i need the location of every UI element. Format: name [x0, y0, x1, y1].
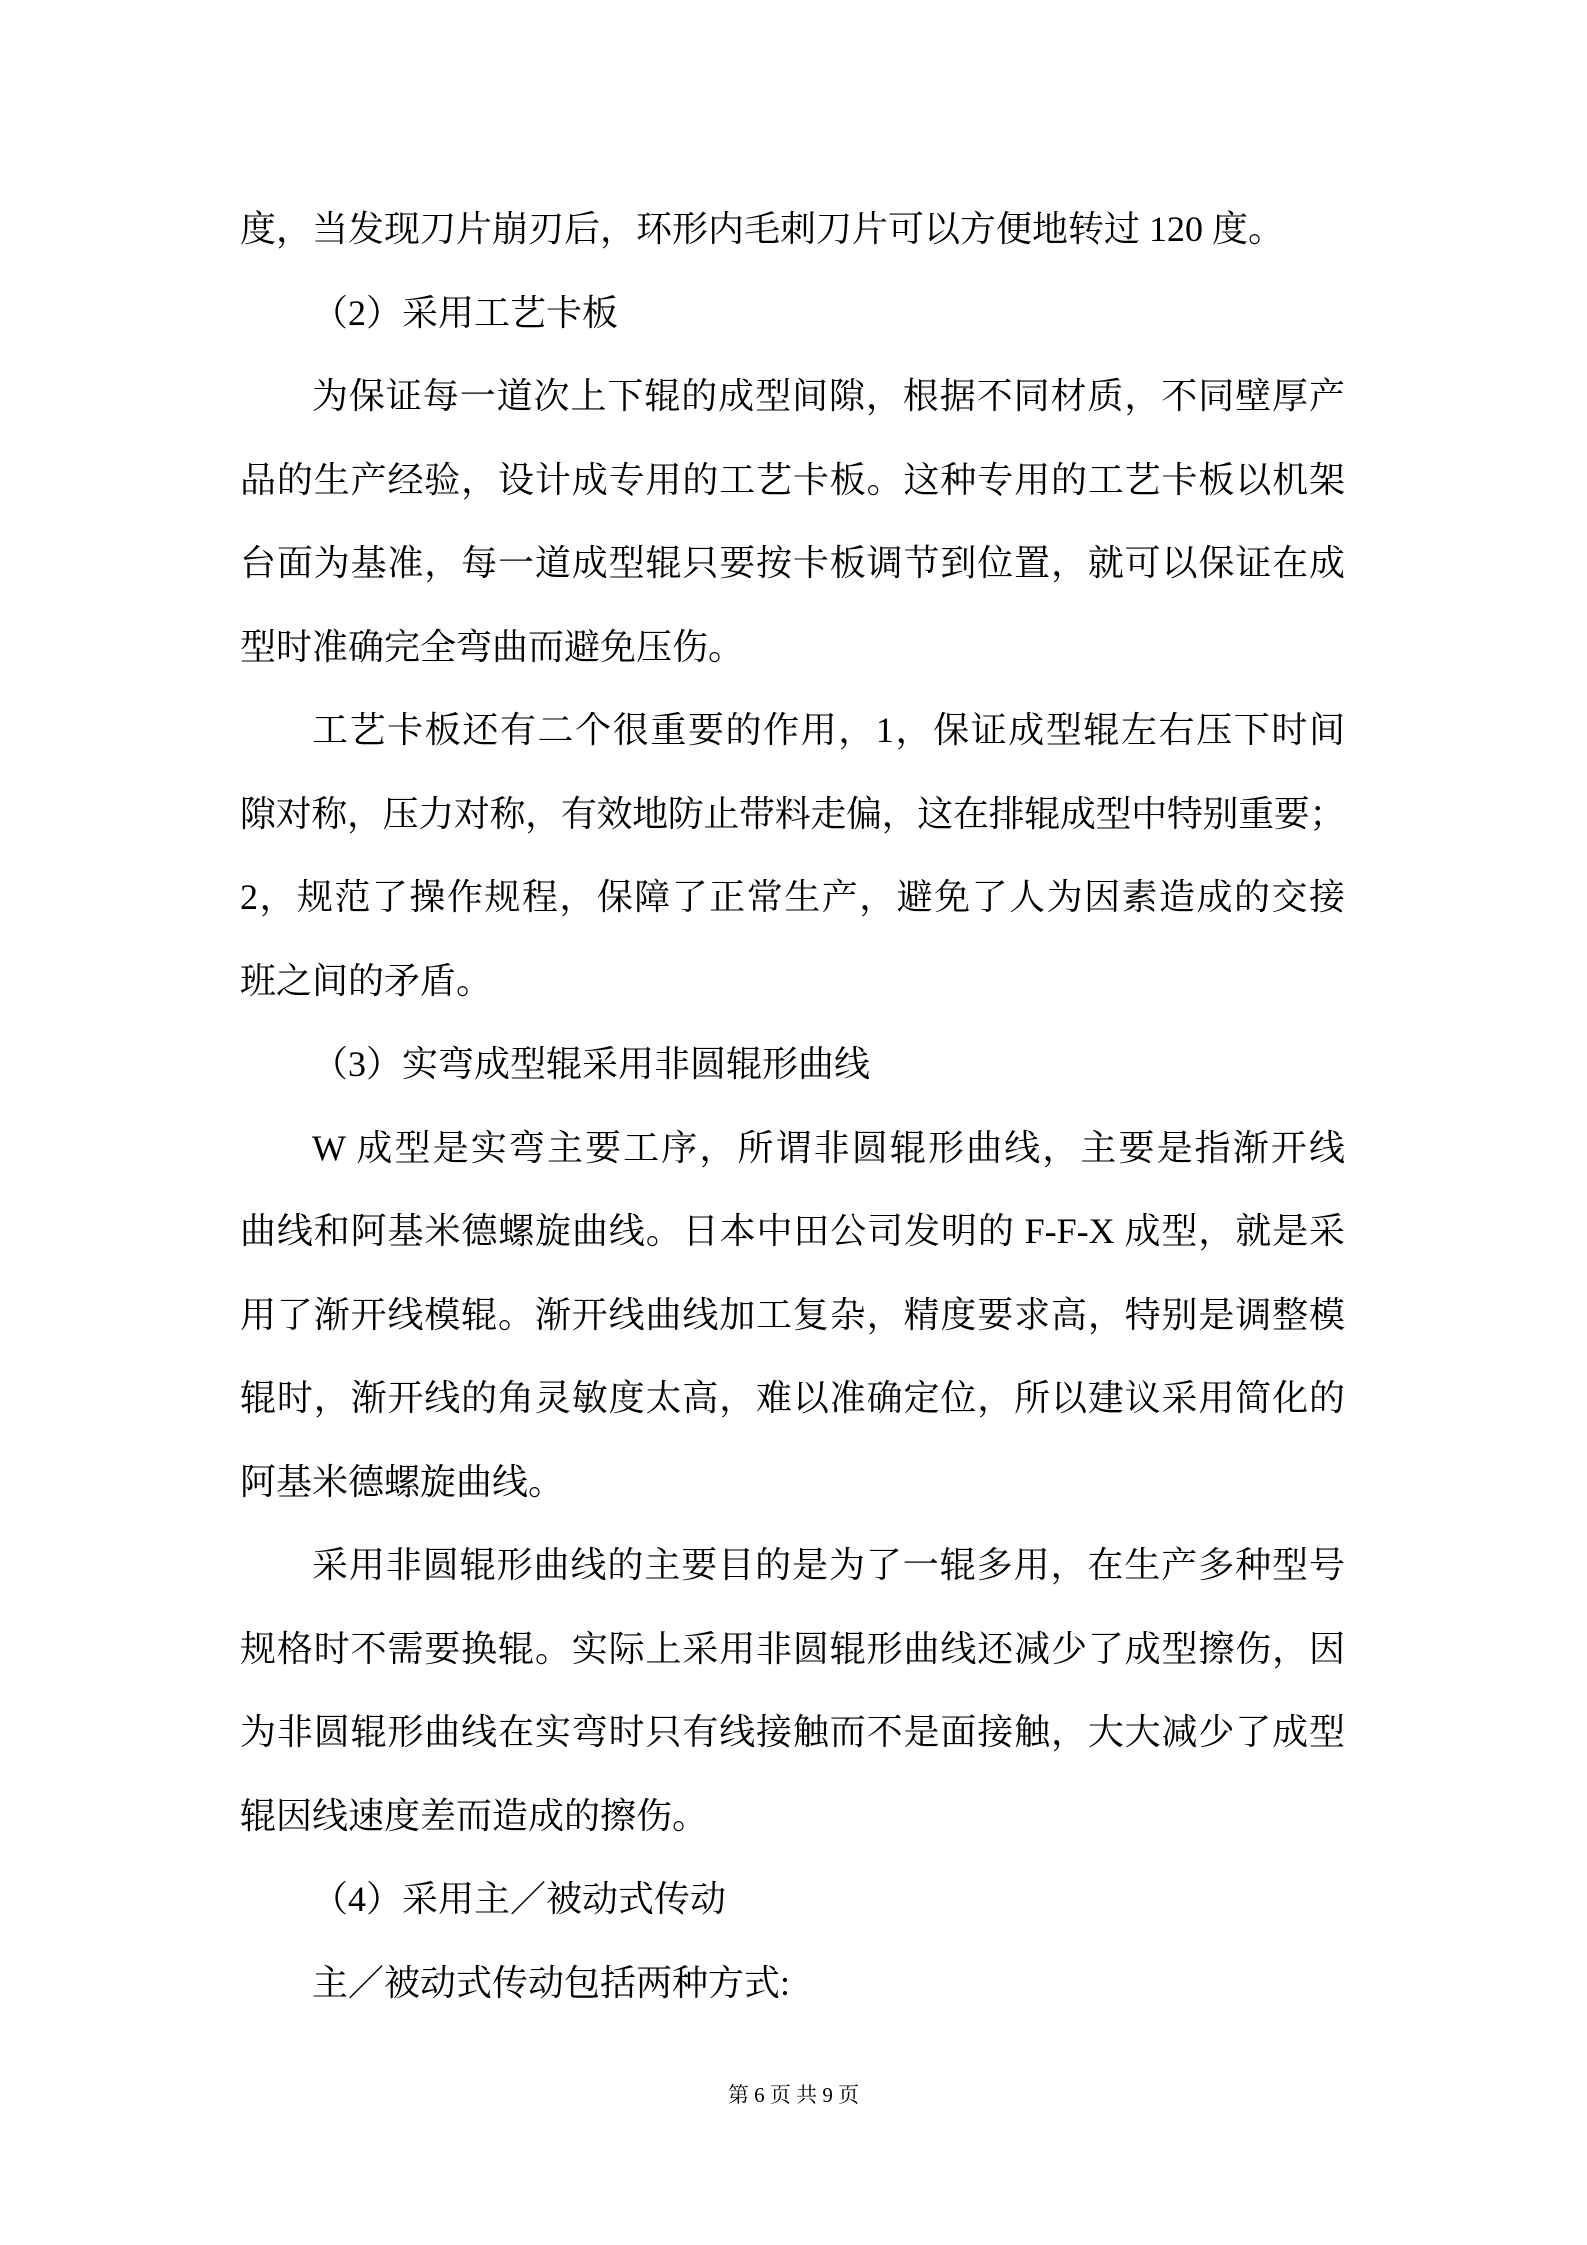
page-footer	[0, 2082, 1587, 2108]
body-text-line: 台面为基准，每一道成型辊只要按卡板调节到位置，就可以保证在成	[240, 543, 1345, 583]
body-text-line: 隙对称，压力对称，有效地防止带料走偏，这在排辊成型中特别重要；	[240, 793, 1345, 834]
body-text-line: 规格时不需要换辊。实际上采用非圆辊形曲线还减少了成型擦伤，因	[240, 1628, 1345, 1669]
body-text-line: 工艺卡板还有二个很重要的作用，1，保证成型辊左右压下时间	[312, 710, 1345, 750]
body-text-line: W 成型是实弯主要工序，所谓非圆辊形曲线，主要是指渐开线	[312, 1127, 1345, 1168]
page-number-label: 第 6 页 共 9 页	[727, 2083, 860, 2107]
document-body	[240, 188, 1345, 2025]
body-text-line: 度，当发现刀片崩刃后，环形内毛刺刀片可以方便地转过 120 度。	[240, 209, 1285, 249]
body-text-line: 主／被动式传动包括两种方式:	[312, 1962, 791, 2003]
body-text-line: （4）采用主／被动式传动	[312, 1879, 727, 1919]
body-text-line: 品的生产经验，设计成专用的工艺卡板。这种专用的工艺卡板以机架	[240, 459, 1345, 500]
body-text-line: 辊时，渐开线的角灵敏度太高，难以准确定位，所以建议采用简化的	[240, 1378, 1345, 1418]
body-text-line: 2，规范了操作规程，保障了正常生产，避免了人为因素造成的交接	[240, 877, 1345, 917]
body-text-line: 用了渐开线模辊。渐开线曲线加工复杂，精度要求高，特别是调整模	[240, 1294, 1345, 1335]
body-text-line: 采用非圆辊形曲线的主要目的是为了一辊多用，在生产多种型号	[312, 1545, 1345, 1585]
body-text-line: 为保证每一道次上下辊的成型间隙，根据不同材质，不同壁厚产	[312, 376, 1345, 416]
body-text-line: （2）采用工艺卡板	[312, 292, 619, 333]
body-text-line: （3）实弯成型辊采用非圆辊形曲线	[312, 1044, 871, 1084]
body-text-line: 为非圆辊形曲线在实弯时只有线接触而不是面接触，大大减少了成型	[240, 1712, 1345, 1752]
body-text-line: 班之间的矛盾。	[240, 960, 493, 1001]
body-text-line: 辊因线速度差而造成的擦伤。	[240, 1795, 709, 1836]
body-text-line: 曲线和阿基米德螺旋曲线。日本中田公司发明的 F-F-X 成型，就是采	[240, 1211, 1345, 1251]
body-text-line: 阿基米德螺旋曲线。	[240, 1461, 565, 1502]
body-text-line: 型时准确完全弯曲而避免压伤。	[240, 626, 745, 667]
